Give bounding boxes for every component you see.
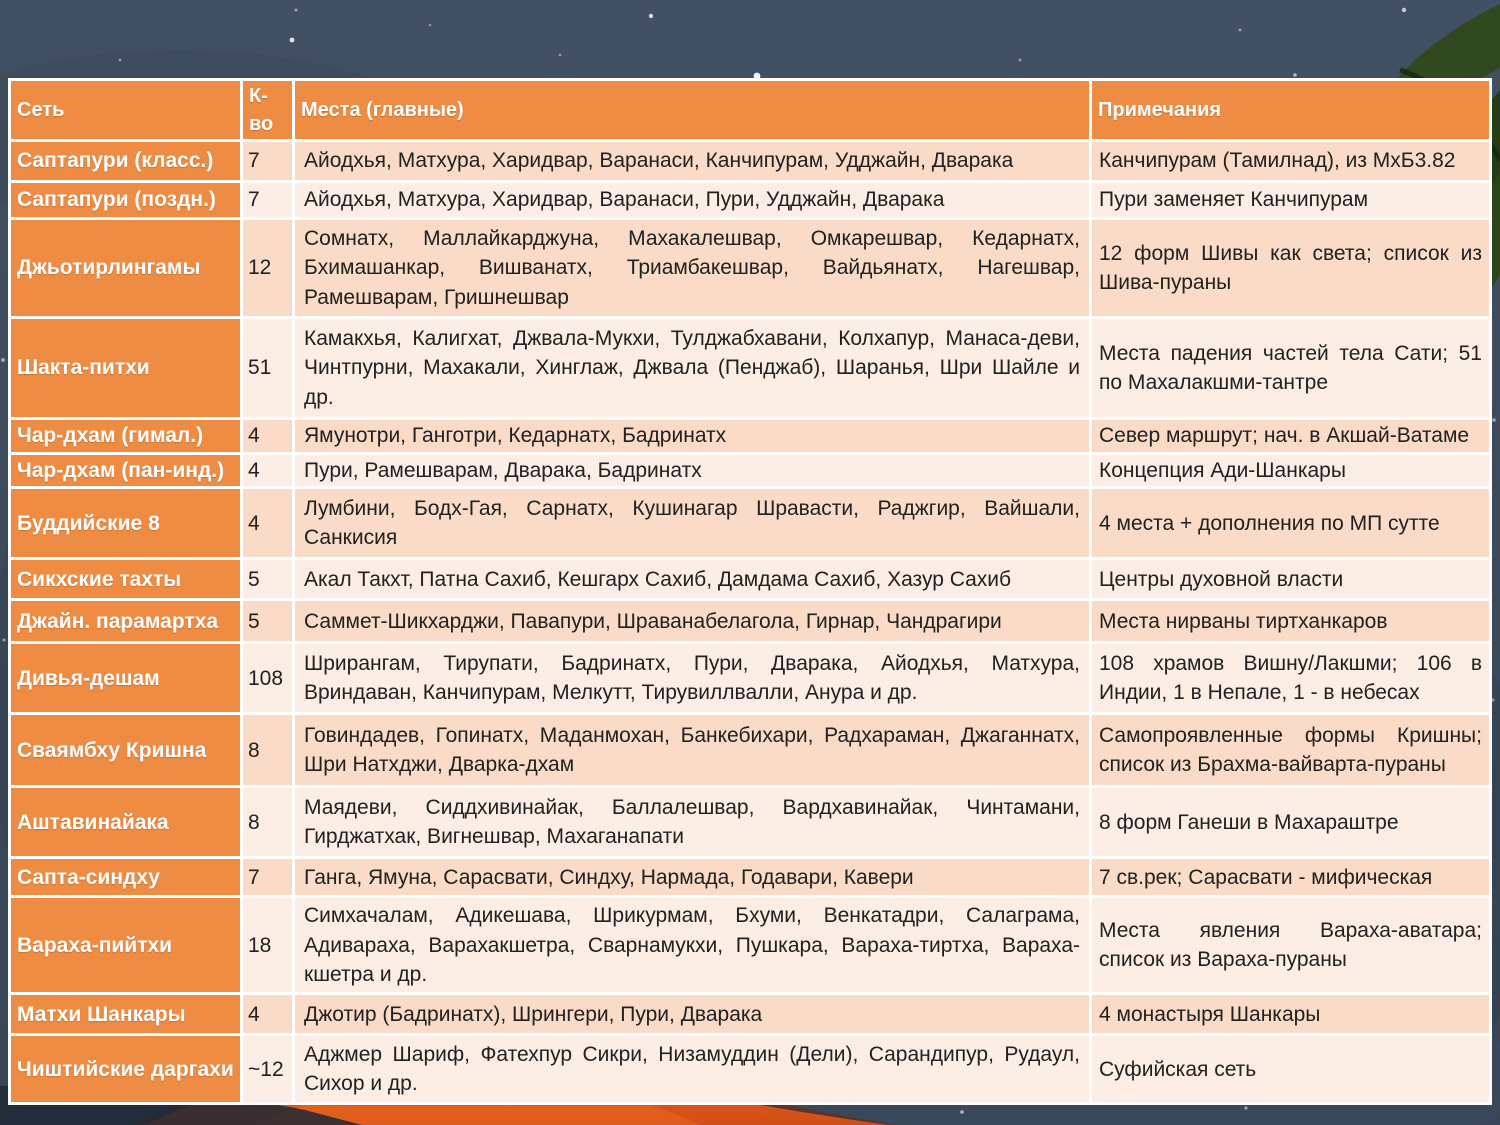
count-cell: 108 — [242, 643, 294, 714]
places-cell: Ганга, Ямуна, Сарасвати, Синдху, Нармада, Годавари, Кавери — [294, 858, 1091, 897]
places-cell: Акал Такхт, Патна Сахиб, Кешгарх Сахиб, Дамдама Сахиб, Хазур Сахиб — [294, 559, 1091, 600]
notes-cell: 4 монастыря Шанкары — [1091, 994, 1491, 1035]
table-row — [10, 488, 1491, 559]
places-cell: Лумбини, Бодх-Гая, Сарнатх, Кушинагар Шравасти, Раджгир, Вайшали, Санкисия — [294, 488, 1091, 559]
network-cell: Сапта-синдху — [10, 858, 242, 897]
count-cell: 5 — [242, 600, 294, 643]
places-cell: Пури, Рамешварам, Дварака, Бадринатх — [294, 454, 1091, 488]
notes-cell: Пури заменяет Канчипурам — [1091, 182, 1491, 219]
network-cell: Чар-дхам (гимал.) — [10, 419, 242, 454]
table-row — [10, 714, 1491, 787]
count-cell: 5 — [242, 559, 294, 600]
table-row — [10, 994, 1491, 1035]
header-row — [10, 80, 1491, 141]
network-cell: Аштавинайака — [10, 787, 242, 858]
network-cell: Сикхские тахты — [10, 559, 242, 600]
places-cell: Саммет-Шикхарджи, Павапури, Шраванабелагола, Гирнар, Чандрагири — [294, 600, 1091, 643]
places-cell: Шрирангам, Тирупати, Бадринатх, Пури, Дварака, Айодхья, Матхура, Вриндаван, Канчипурам, Мелкутт, Тирувиллвалли, Анура и др. — [294, 643, 1091, 714]
places-cell: Сомнатх, Маллайкарджуна, Махакалешвар, Омкарешвар, Кедарнатх, Бхимашанкар, Вишванатх, Триамбакешвар, Вайдьянатх, Нагешвар, Рамешварам, Гришнешвар — [294, 219, 1091, 318]
table-row — [10, 141, 1491, 182]
pilgrimage-networks-table — [8, 78, 1492, 1105]
notes-cell: Места явления Вараха-аватара; список из Вараха-пураны — [1091, 897, 1491, 994]
places-cell: Айодхья, Матхура, Харидвар, Варанаси, Канчипурам, Удджайн, Дварака — [294, 141, 1091, 182]
col-header-notes: Примечания — [1091, 80, 1491, 141]
places-cell: Говиндадев, Гопинатх, Маданмохан, Банкебихари, Радхараман, Джаганнатх, Шри Натхджи, Дварка-дхам — [294, 714, 1091, 787]
table-row — [10, 419, 1491, 454]
places-cell: Айодхья, Матхура, Харидвар, Варанаси, Пури, Удджайн, Дварака — [294, 182, 1091, 219]
network-cell: Дивья-дешам — [10, 643, 242, 714]
table-row — [10, 787, 1491, 858]
count-cell: ~12 — [242, 1035, 294, 1104]
notes-cell: Север маршрут; нач. в Акшай-Ватаме — [1091, 419, 1491, 454]
notes-cell: 108 храмов Вишну/Лакшми; 106 в Индии, 1 в Непале, 1 - в небесах — [1091, 643, 1491, 714]
table-row — [10, 219, 1491, 318]
count-cell: 4 — [242, 419, 294, 454]
places-cell: Джотир (Бадринатх), Шрингери, Пури, Дварака — [294, 994, 1091, 1035]
network-cell: Джайн. парамартха — [10, 600, 242, 643]
table-row — [10, 559, 1491, 600]
count-cell: 7 — [242, 182, 294, 219]
notes-cell: Концепция Ади-Шанкары — [1091, 454, 1491, 488]
notes-cell: 12 форм Шивы как света; список из Шива-пураны — [1091, 219, 1491, 318]
count-cell: 4 — [242, 488, 294, 559]
count-cell: 12 — [242, 219, 294, 318]
notes-cell: Места падения частей тела Сати; 51 по Махалакшми-тантре — [1091, 318, 1491, 419]
network-cell: Вараха-пийтхи — [10, 897, 242, 994]
network-cell: Шакта-питхи — [10, 318, 242, 419]
places-cell: Симхачалам, Адикешава, Шрикурмам, Бхуми, Венкатадри, Салаграма, Адивараха, Варахакшетра, Сварнамукхи, Пушкара, Вараха-тиртха, Вараха-кшетра и др. — [294, 897, 1091, 994]
places-cell: Маядеви, Сиддхивинайак, Баллалешвар, Вардхавинайак, Чинтамани, Гирджатхак, Вигнешвар, Махаганапати — [294, 787, 1091, 858]
notes-cell: Места нирваны тиртханкаров — [1091, 600, 1491, 643]
places-cell: Ямунотри, Ганготри, Кедарнатх, Бадринатх — [294, 419, 1091, 454]
network-cell: Буддийские 8 — [10, 488, 242, 559]
count-cell: 4 — [242, 994, 294, 1035]
col-header-places: Места (главные) — [294, 80, 1091, 141]
col-header-network: Сеть — [10, 80, 242, 141]
table-row — [10, 1035, 1491, 1104]
count-cell: 8 — [242, 714, 294, 787]
table-row — [10, 454, 1491, 488]
network-cell: Саптапури (класс.) — [10, 141, 242, 182]
table-row — [10, 897, 1491, 994]
network-cell: Чар-дхам (пан-инд.) — [10, 454, 242, 488]
count-cell: 8 — [242, 787, 294, 858]
notes-cell: Центры духовной власти — [1091, 559, 1491, 600]
notes-cell: Суфийская сеть — [1091, 1035, 1491, 1104]
count-cell: 7 — [242, 141, 294, 182]
places-cell: Аджмер Шариф, Фатехпур Сикри, Низамуддин (Дели), Сарандипур, Рудаул, Сихор и др. — [294, 1035, 1091, 1104]
table-row — [10, 858, 1491, 897]
table-row — [10, 600, 1491, 643]
notes-cell: Канчипурам (Тамилнад), из МхБ3.82 — [1091, 141, 1491, 182]
col-header-count: К-во — [242, 80, 294, 141]
count-cell: 4 — [242, 454, 294, 488]
notes-cell: Самопроявленные формы Кришны; список из Брахма-вайварта-пураны — [1091, 714, 1491, 787]
table-row — [10, 182, 1491, 219]
notes-cell: 8 форм Ганеши в Махараштре — [1091, 787, 1491, 858]
count-cell: 18 — [242, 897, 294, 994]
count-cell: 51 — [242, 318, 294, 419]
notes-cell: 7 св.рек; Сарасвати - мифическая — [1091, 858, 1491, 897]
table-row — [10, 318, 1491, 419]
network-cell: Матхи Шанкары — [10, 994, 242, 1035]
table-row — [10, 643, 1491, 714]
network-cell: Чиштийские даргахи — [10, 1035, 242, 1104]
count-cell: 7 — [242, 858, 294, 897]
notes-cell: 4 места + дополнения по МП сутте — [1091, 488, 1491, 559]
places-cell: Камакхья, Калигхат, Джвала-Мукхи, Тулджабхавани, Колхапур, Манаса-деви, Чинтпурни, Махакали, Хинглаж, Джвала (Пенджаб), Шаранья, Шри Шайле и др. — [294, 318, 1091, 419]
network-cell: Сваямбху Кришна — [10, 714, 242, 787]
network-cell: Саптапури (поздн.) — [10, 182, 242, 219]
network-cell: Джьотирлингамы — [10, 219, 242, 318]
